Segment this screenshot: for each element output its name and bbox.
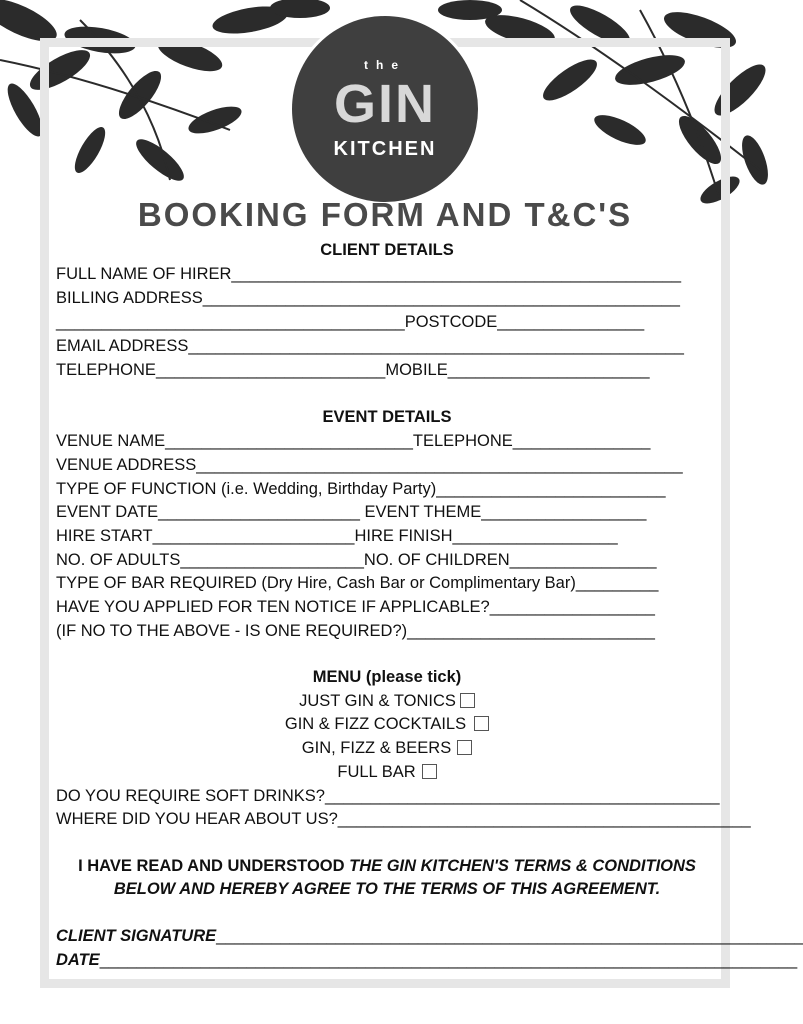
- menu-option-gin-fizz-beers: [56, 737, 718, 759]
- venue-address-field[interactable]: VENUE ADDRESS_____________________________________________________: [56, 456, 683, 474]
- logo-kitchen: KITCHEN: [333, 138, 437, 160]
- bar-type-field[interactable]: TYPE OF BAR REQUIRED (Dry Hire, Cash Bar or Complimentary Bar)_________: [56, 574, 659, 592]
- page-title: BOOKING FORM AND T&C'S: [137, 196, 633, 233]
- gin-kitchen-logo: [292, 16, 478, 202]
- logo-the: the: [364, 58, 406, 72]
- postcode-field[interactable]: ______________________________________POSTCODE________________: [56, 313, 645, 331]
- menu-option-label: JUST GIN & TONICS: [299, 692, 456, 710]
- menu-option-label: GIN & FIZZ COCKTAILS: [284, 715, 467, 733]
- menu-option-label: FULL BAR: [337, 763, 416, 781]
- telephone-mobile-field[interactable]: TELEPHONE_________________________MOBILE______________________: [56, 361, 650, 379]
- hire-times-field[interactable]: HIRE START______________________HIRE FINISH__________________: [56, 527, 618, 545]
- ten-required-field[interactable]: (IF NO TO THE ABOVE - IS ONE REQUIRED?)___________________________: [56, 622, 655, 640]
- checkbox[interactable]: [474, 716, 489, 731]
- checkbox[interactable]: [460, 693, 475, 708]
- agreement-text: I HAVE READ AND UNDERSTOOD: [78, 857, 350, 875]
- menu-heading: MENU (please tick): [312, 668, 462, 686]
- venue-name-field[interactable]: VENUE NAME___________________________TELEPHONE_______________: [56, 432, 651, 450]
- function-type-field[interactable]: TYPE OF FUNCTION (i.e. Wedding, Birthday Party)_________________________: [56, 480, 666, 498]
- menu-option-gin-tonics: [56, 690, 718, 712]
- soft-drinks-field[interactable]: DO YOU REQUIRE SOFT DRINKS?___________________________________________: [56, 787, 720, 805]
- logo-gin: GIN: [333, 74, 436, 134]
- agreement-statement: [56, 855, 718, 877]
- menu-option-label: GIN, FIZZ & BEERS: [301, 739, 452, 757]
- checkbox[interactable]: [422, 764, 437, 779]
- client-details-heading: CLIENT DETAILS: [320, 241, 454, 259]
- signature-label: CLIENT SIGNATURE: [56, 927, 217, 945]
- agreement-statement-line2: BELOW AND HEREBY AGREE TO THE TERMS OF THIS AGREEMENT.: [113, 880, 661, 898]
- agreement-terms-text: THE GIN KITCHEN'S TERMS & CONDITIONS: [349, 857, 696, 875]
- date-field[interactable]: [56, 949, 798, 971]
- date-label: DATE: [56, 951, 100, 969]
- hear-about-field[interactable]: WHERE DID YOU HEAR ABOUT US?_____________________________________________: [56, 810, 751, 828]
- event-details-heading: EVENT DETAILS: [322, 408, 452, 426]
- billing-address-field[interactable]: BILLING ADDRESS____________________________________________________: [56, 289, 680, 307]
- full-name-field[interactable]: FULL NAME OF HIRER_________________________________________________: [56, 265, 682, 283]
- guest-count-field[interactable]: NO. OF ADULTS____________________NO. OF CHILDREN________________: [56, 551, 657, 569]
- menu-option-full-bar: [56, 761, 718, 783]
- event-date-field[interactable]: EVENT DATE______________________ EVENT THEME__________________: [56, 503, 647, 521]
- date-rule: ____________________________________________________________________________: [99, 951, 798, 969]
- menu-option-gin-fizz-cocktails: [56, 713, 718, 735]
- email-field[interactable]: EMAIL ADDRESS______________________________________________________: [56, 337, 684, 355]
- checkbox[interactable]: [457, 740, 472, 755]
- client-signature-field[interactable]: [56, 925, 803, 947]
- signature-rule: ________________________________________________________________: [216, 927, 803, 945]
- ten-notice-field[interactable]: HAVE YOU APPLIED FOR TEN NOTICE IF APPLICABLE?__________________: [56, 598, 655, 616]
